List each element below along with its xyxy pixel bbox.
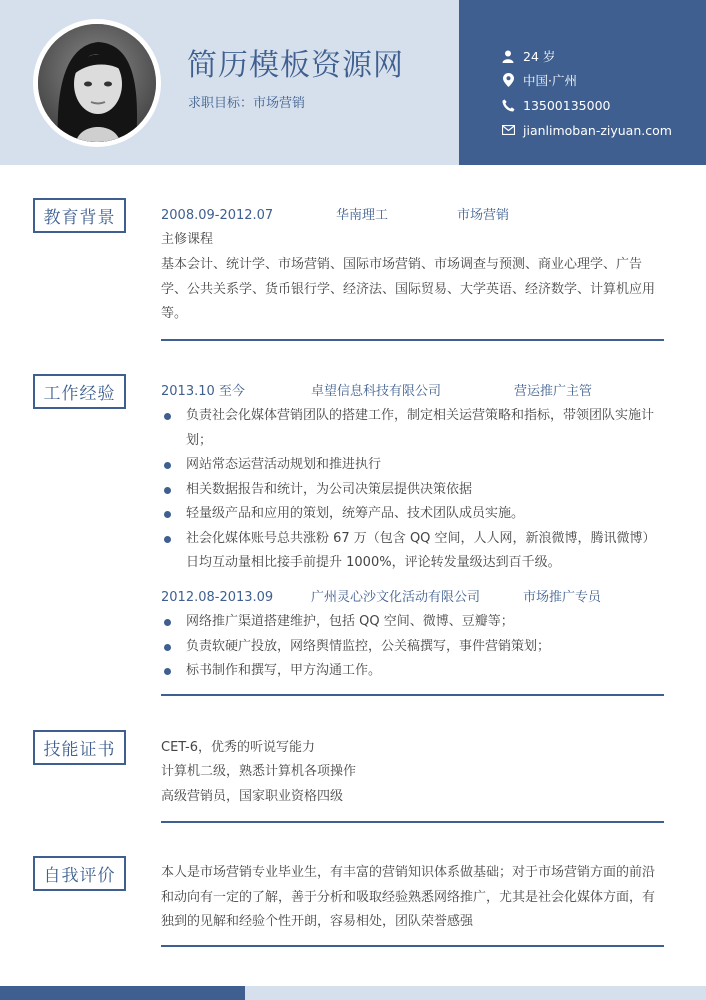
skill-item: 高级营销员，国家职业资格四级 — [161, 789, 344, 804]
courses-list: 基本会计、统计学、市场营销、国际市场营销、市场调查与预测、商业心理学、广告学、公共关系学、货币银行学、经济法、国际贸易、大学英语、经济数学、计算机应用等。 — [161, 257, 656, 321]
contact-location — [501, 70, 577, 90]
job-company: 广州灵心沙文化活动有限公司 — [311, 590, 481, 605]
phone-icon — [501, 98, 515, 112]
job-period: 2013.10 至今 — [161, 384, 245, 399]
footer-bar-light — [245, 986, 706, 1000]
age-text: 24 岁 — [523, 49, 556, 64]
list-item: 标书制作和撰写，甲方沟通工作。 — [161, 659, 664, 684]
candidate-name: 简历模板资源网 — [187, 48, 404, 83]
job-company: 卓望信息科技有限公司 — [311, 384, 442, 399]
section-label-self: 自我评价 — [33, 856, 126, 891]
bullet-icon — [164, 511, 171, 518]
bullet-icon — [164, 619, 171, 626]
bullet-icon — [164, 668, 171, 675]
education-period: 2008.09-2012.07 — [161, 208, 274, 223]
email-icon — [501, 123, 515, 137]
contact-age — [501, 46, 555, 66]
list-item: 负责社会化媒体营销团队的搭建工作，制定相关运营策略和指标，带领团队实施计划； — [161, 404, 664, 453]
bullet-icon — [164, 487, 171, 494]
list-item: 轻量级产品和应用的策划，统筹产品、技术团队成员实施。 — [161, 502, 664, 527]
location-pin-icon — [501, 73, 515, 87]
bullet-icon — [164, 536, 171, 543]
skill-item: 计算机二级，熟悉计算机各项操作 — [161, 764, 357, 779]
phone-text: 13500135000 — [523, 97, 611, 113]
list-item: 社会化媒体账号总共涨粉 67 万（包含 QQ 空间，人人网，新浪微博，腾讯微博）日均互动量相比接手前提升 1000%，评论转发量级达到百千级。 — [161, 527, 664, 576]
section-label-skills: 技能证书 — [33, 730, 126, 765]
section-divider — [161, 945, 664, 947]
bullet-icon — [164, 644, 171, 651]
location-text: 中国·广州 — [523, 73, 577, 88]
list-item: 网络推广渠道搭建维护，包括 QQ 空间、微博、豆瓣等； — [161, 610, 664, 635]
section-divider — [161, 821, 664, 823]
section-divider — [161, 339, 664, 341]
self-evaluation-text: 本人是市场营销专业毕业生，有丰富的营销知识体系做基础；对于市场营销方面的前沿和动向有一定的了解，善于分析和吸取经验熟悉网络推广，尤其是社会化媒体方面，有独到的见解和经验个性开朗，容易相处，团队荣誉感强 — [161, 865, 656, 929]
education-major: 市场营销 — [457, 208, 510, 223]
job-period: 2012.08-2013.09 — [161, 590, 274, 605]
person-icon — [501, 49, 515, 63]
job-position: 营运推广主管 — [514, 384, 593, 399]
contact-email — [501, 120, 672, 140]
avatar-portrait-icon — [38, 24, 156, 142]
section-label-work: 工作经验 — [33, 374, 126, 409]
job-duties-list — [161, 610, 664, 684]
avatar — [38, 24, 156, 142]
section-label-education: 教育背景 — [33, 198, 126, 233]
footer-bar-dark — [0, 986, 245, 1000]
bullet-icon — [164, 462, 171, 469]
list-item: 负责软硬广投放，网络舆情监控，公关稿撰写，事件营销策划； — [161, 635, 664, 660]
job-position: 市场推广专员 — [523, 590, 602, 605]
education-school: 华南理工 — [336, 208, 389, 223]
courses-title: 主修课程 — [161, 232, 214, 247]
list-item: 网站常态运营活动规划和推进执行 — [161, 453, 664, 478]
job-duties-list — [161, 404, 664, 576]
bullet-icon — [164, 413, 171, 420]
contact-phone — [501, 95, 610, 115]
email-text: jianlimoban-ziyuan.com — [523, 122, 672, 138]
skill-item: CET-6，优秀的听说写能力 — [161, 740, 316, 755]
list-item: 相关数据报告和统计，为公司决策层提供决策依据 — [161, 478, 664, 503]
section-divider — [161, 694, 664, 696]
job-objective: 求职目标：市场营销 — [188, 96, 306, 111]
contact-panel — [459, 0, 706, 165]
